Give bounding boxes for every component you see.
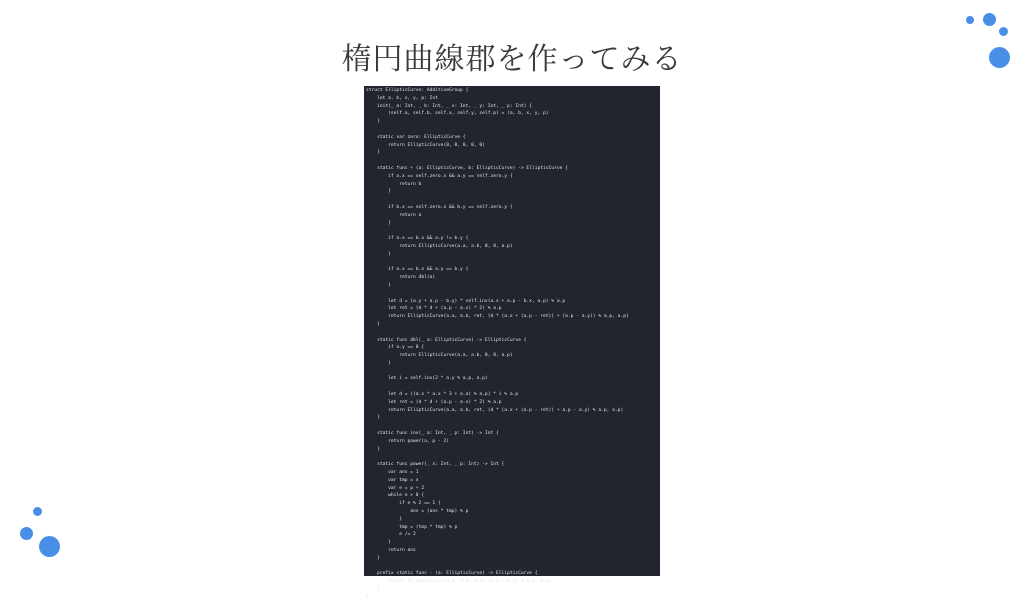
code-line [366, 157, 658, 165]
code-line: } [366, 555, 380, 561]
code-line: struct EllipticCurve: AdditiveGroup { [366, 88, 469, 93]
code-line: if a.x == b.x && a.y == b.y { [366, 267, 469, 273]
code-line: } [366, 150, 380, 156]
slide-title: 楕円曲線郡を作ってみる [341, 42, 683, 77]
code-line: static func power(_ x: Int, _ p: Int) -> Int { [366, 462, 505, 468]
code-line: return EllipticCurve(a.a, a.b, a.x, (a.p - a.y) % a.p, a.p) [366, 579, 552, 585]
decorative-dot [999, 27, 1008, 36]
code-line [366, 563, 658, 571]
code-line: return EllipticCurve(a.a, a.b, ret, (d * (a.x + (a.p - ret)) + a.p - a.y) % a.p, a.p) [366, 407, 624, 413]
code-line: static func inv(_ a: Int, _ p: Int) -> Int { [366, 431, 499, 437]
code-line [366, 126, 658, 134]
code-line: return ans [366, 548, 416, 554]
code-line: if a.x == b.x && a.y != b.y { [366, 236, 469, 242]
code-line: } [366, 415, 380, 421]
code-line: var tmp = x [366, 477, 419, 483]
code-screenshot [364, 86, 660, 600]
code-line: e /= 2 [366, 532, 416, 538]
code-line: } [366, 516, 402, 522]
code-line: let d = (a.y + a.p - b.y) * self.inv(a.x + a.p - b.x, a.p) % a.p [366, 298, 566, 304]
code-line: static func + (a: EllipticCurve, b: EllipticCurve) -> EllipticCurve { [366, 165, 568, 171]
code-line: static var zero: EllipticCurve { [366, 134, 466, 140]
code-line: return EllipticCurve(0, 0, 0, 0, 0) [366, 142, 485, 148]
code-line [366, 368, 658, 376]
decorative-dot [966, 16, 974, 24]
code-line: return EllipticCurve(a.a, a.b, 0, 0, a.p) [366, 353, 513, 359]
code-line: } [366, 360, 391, 366]
code-line: } [366, 321, 380, 327]
decorative-dot [39, 536, 60, 557]
code-line: return dbl(a) [366, 275, 436, 281]
code-line: return power(a, p - 2) [366, 438, 449, 444]
decorative-dot [983, 13, 996, 26]
code-line: } [366, 282, 391, 288]
code-line: static func dbl(_ a: EllipticCurve) -> EllipticCurve { [366, 337, 527, 343]
code-line [366, 196, 658, 204]
code-line: let d = ((a.x * a.x * 3 + a.a) % a.p) * i % a.p [366, 392, 519, 398]
code-line: while e > 0 { [366, 493, 425, 499]
code-line: let a, b, x, y, p: Int [366, 95, 438, 101]
code-line: let i = self.inv(2 * a.y % a.p, a.p) [366, 376, 488, 382]
code-line: return a [366, 212, 422, 218]
code-line: if a.y == 0 { [366, 345, 425, 351]
code-line: return EllipticCurve(a.a, a.b, 0, 0, a.p) [366, 243, 513, 249]
code-line [366, 383, 658, 391]
code-line: } [366, 594, 369, 600]
code-line [366, 453, 658, 461]
decorative-dot [20, 527, 33, 540]
code-line: let ret = (d * d + (a.p - a.x) * 2) % a.p [366, 399, 502, 405]
code-line: (self.a, self.b, self.x, self.y, self.p) = (a, b, x, y, p) [366, 111, 549, 117]
code-line [366, 227, 658, 235]
code-line: return EllipticCurve(a.a, a.b, ret, (d * (a.x + (a.p - ret)) + (a.p - a.y)) % a.p, a.p) [366, 314, 629, 320]
code-line: prefix static func - (a: EllipticCurve) -> EllipticCurve { [366, 571, 538, 577]
code-line: } [366, 587, 380, 592]
code-line [366, 290, 658, 298]
code-line: return b [366, 181, 422, 187]
code-line: var ans = 1 [366, 470, 419, 476]
code-line: } [366, 119, 380, 125]
code-line: ans = (ans * tmp) % p [366, 509, 469, 515]
code-line: if a.x == self.zero.x && a.y == self.zero.y { [366, 173, 513, 179]
code-line [366, 259, 658, 267]
code-line: if b.x == self.zero.x && b.y == self.zero.y { [366, 204, 513, 210]
code-line: let ret = (d * d + (a.p - a.x) * 2) % a.p [366, 306, 502, 312]
code-line: } [366, 251, 391, 257]
code-line: tmp = (tmp * tmp) % p [366, 524, 458, 530]
code-line [366, 422, 658, 430]
code-line: } [366, 220, 391, 226]
code-line: var e = p + 2 [366, 485, 425, 491]
code-line [366, 329, 658, 337]
code-line: init(_ a: Int, _ b: Int, _ x: Int, _ y: Int, _ p: Int) { [366, 103, 532, 109]
decorative-dot [33, 507, 42, 516]
code-line: } [366, 189, 391, 195]
code-line: if e % 2 == 1 { [366, 501, 441, 507]
code-line: } [366, 540, 391, 546]
code-line: } [366, 446, 380, 452]
